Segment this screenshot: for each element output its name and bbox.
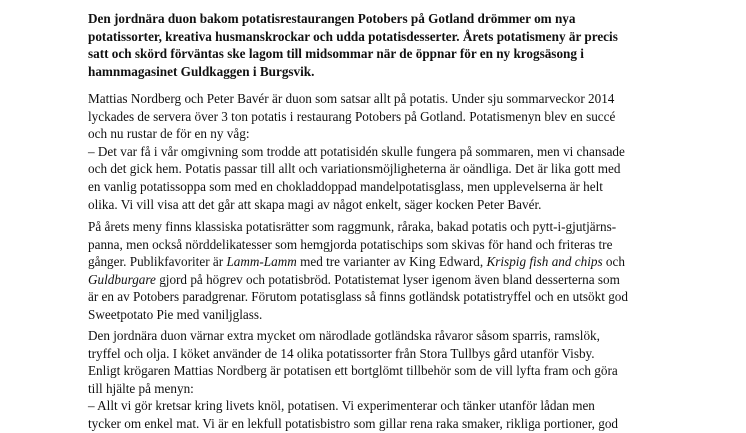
paragraph-text: med tre varianter av King Edward, [296,254,487,270]
lead-line: potatissorter, kreativa husmanskrockar och udda potatisdesserter. Årets potatismeny är precis [88,28,618,44]
paragraph-text: och [602,254,625,270]
paragraph-line [88,271,728,289]
paragraph-line: tycker om enkel mat. Vi är en lekfull potatisbistro som gillar rena raka smaker, rikliga portioner, god [88,415,619,431]
paragraph-text: gånger. Publikfavoriter är [88,254,227,270]
paragraph-line: Enligt krögaren Mattias Nordberg är potatisen ett bortglömt tillbehör som de vill lyfta fram och göra [88,363,618,379]
body-paragraph-1 [88,90,728,213]
paragraph-line: och det gick hem. Potatis passar till allt och variationsmöjligheterna är oändliga. Det är lika gott med [88,161,621,177]
paragraph-line: – Det var få i vår omgivning som trodde att potatisidén skulle fungera på sommaren, men vi chansade [88,143,625,159]
body-paragraph-2 [88,218,728,324]
dish-name-fish-and-chips: Krispig fish and chips [486,254,603,270]
paragraph-line: tryffel och olja. I köket använder de 14 olika potatissorter från Stora Tullbys gård utanför Visby. [88,345,595,361]
dish-name-guldburgare: Guldburgare [88,271,156,287]
paragraph-line: och nu rustar de för en ny våg: [88,126,250,142]
body-paragraph-3 [88,327,728,433]
paragraph-line [88,253,728,271]
paragraph-line: Mattias Nordberg och Peter Bavér är duon som satsar allt på potatis. Under sju sommarveckor 2014 [88,91,615,106]
lead-paragraph [88,10,728,80]
lead-line: satt och skörd förväntas ske lagom till midsommar när de öppnar för en ny krogsäsong i [88,46,584,62]
paragraph-line: lyckades de servera över 3 ton potatis i restaurang Potobers på Gotland. Potatismenyn blev en succé [88,108,616,124]
paragraph-line: en vanlig potatissoppa som med en chokladdoppad mandelpotatisglass, men upplevelserna är helt [88,178,603,194]
paragraph-line: panna, men också nörddelikatesser som hemgjorda potatischips som skivas för hand och friteras tre [88,236,613,252]
paragraph-line: – Allt vi gör kretsar kring livets knöl, potatisen. Vi experimenterar och tänker utanför lådan men [88,398,595,414]
paragraph-line: är en av Potobers paradgrenar. Förutom potatisglass så finns gotländsk potatistryffel och en utsökt god [88,289,628,305]
paragraph-line: Den jordnära duon värnar extra mycket om närodlade gotländska råvaror såsom sparris, ramslök, [88,328,600,343]
lead-line: Den jordnära duon bakom potatisrestaurangen Potobers på Gotland drömmer om nya [88,11,576,26]
paragraph-line: Sweetpotato Pie med vaniljglass. [88,306,263,322]
paragraph-text: gjord på högrev och potatisbröd. Potatistemat lyser igenom även bland desserterna som [155,271,620,287]
paragraph-line: olika. Vi vill visa att det går att skapa magi av något enkelt, säger kocken Peter Bavér. [88,196,542,212]
dish-name-lamm-lamm: Lamm-Lamm [226,254,297,270]
paragraph-line: till hjälte på menyn: [88,380,194,396]
lead-line: hamnmagasinet Guldkaggen i Burgsvik. [88,63,315,79]
paragraph-line: På årets meny finns klassiska potatisrätter som raggmunk, råraka, bakad potatis och pytt-i-gjutjärns- [88,219,617,234]
